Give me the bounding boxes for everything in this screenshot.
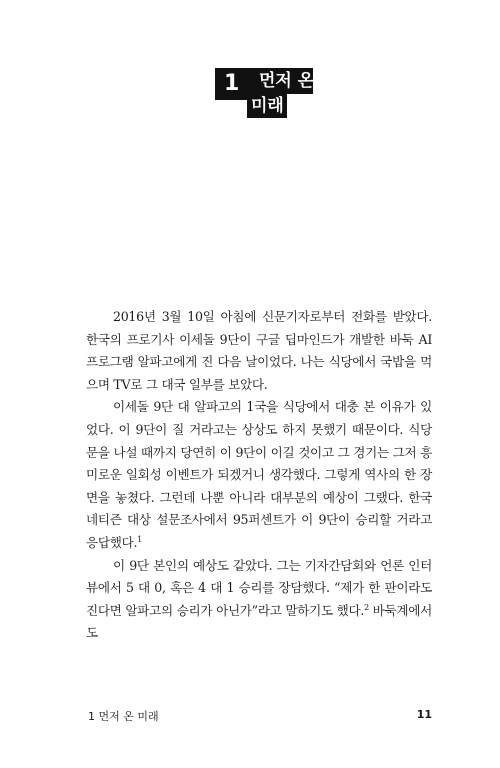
page-number: 11 [416, 708, 432, 721]
page-footer [86, 708, 432, 726]
chapter-title-line1: 먼저 온 [257, 68, 313, 94]
paragraph-2 [86, 396, 432, 554]
paragraph-1 [86, 306, 432, 396]
paragraph-1-text: 2016년 3월 10일 아침에 신문기자로부터 전화를 받았다. 한국의 프로기사 이세돌 9단이 구글 딥마인드가 개발한 바둑 AI 프로그램 알파고에게 진 다음 날이었다. 나는 식당에서 국밥을 먹으며 TV로 그 대국 일부를 보았다. [86, 309, 432, 392]
paragraph-3-tail: 바둑계에서도 [86, 602, 432, 641]
paragraph-3 [86, 555, 432, 645]
chapter-heading [0, 0, 500, 140]
running-head: 1 먼저 온 미래 [88, 710, 159, 723]
chapter-title-line2: 미래 [247, 94, 287, 118]
footnote-ref-2[interactable]: 2 [364, 602, 369, 612]
paragraph-3-text: 이 9단 본인의 예상도 같았다. 그는 기자간담회와 언론 인터뷰에서 5 대 0, 혹은 4 대 1 승리를 장담했다. “제가 한 판이라도 진다면 알파고의 승리가 아닌가”라고 말하기도 했다. [86, 557, 432, 618]
paragraph-2-text: 이세돌 9단 대 알파고의 1국을 식당에서 대충 본 이유가 있었다. 이 9단이 질 거라고는 상상도 하지 못했기 때문이다. 식당 문을 나설 때까지 당연히 이 9단이 이길 것이고 그 경기는 그저 흥미로운 일회성 이벤트가 되겠거니 생각했다. 그렇게 역사의 한 장면을 놓쳤다. 그런데 나뿐 아니라 대부분의 예상이 그랬다. 한국 네티즌 대상 설문조사에서 95퍼센트가 이 9단이 승리할 거라고 응답했다. [86, 399, 432, 550]
body-text [86, 306, 432, 645]
chapter-number: 1 [215, 68, 257, 100]
footnote-ref-1[interactable]: 1 [137, 534, 142, 544]
